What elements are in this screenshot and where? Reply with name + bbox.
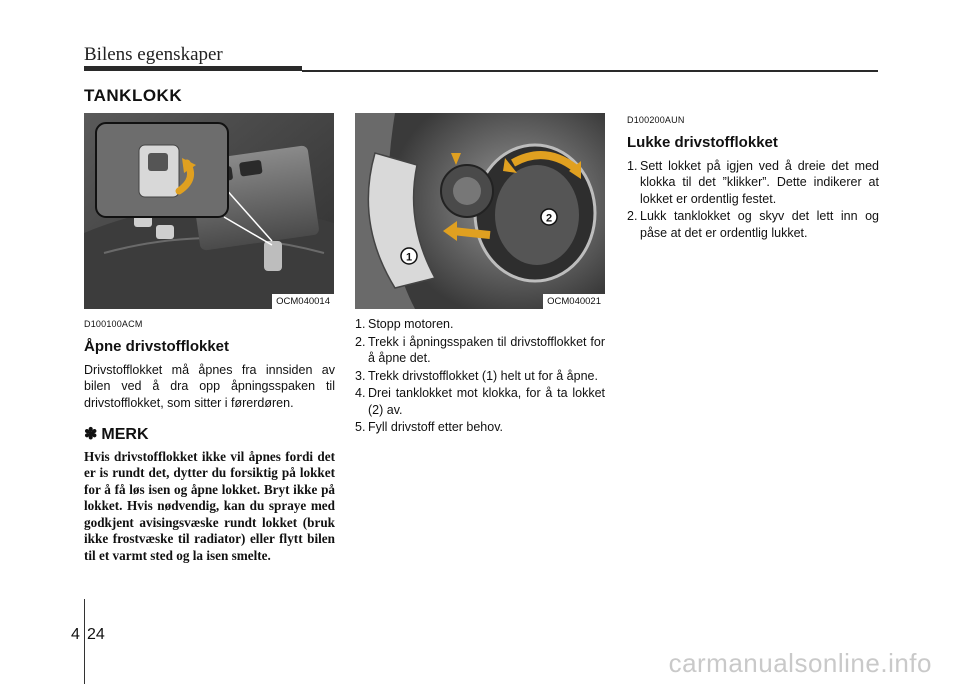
figure-code: OCM040021 [543, 294, 605, 309]
list-item: 5. Fyll drivstoff etter behov. [355, 420, 504, 434]
column-mid [355, 316, 605, 437]
list-item: 1. Stopp motoren. [355, 317, 454, 331]
fuel-filler-cap-illustration [355, 113, 605, 309]
figure-code: OCM040014 [272, 294, 334, 309]
header-rule-thick [84, 66, 302, 71]
section-title: TANKLOKK [84, 86, 183, 105]
door-switch-panel-illustration [84, 113, 334, 309]
list-item: 2. Trekk i åpningsspaken til drivstofflokket for å åpne det. [355, 334, 605, 365]
close-steps-list [627, 158, 879, 242]
page-chapter: 4 [71, 626, 80, 643]
page-header-title: Bilens egenskaper [84, 44, 223, 65]
open-heading: Åpne drivstofflokket [84, 337, 230, 355]
list-item: 1. Sett lokket på igjen ved å dreie det med klokka til det ”klikker”. Dette indikerer at lokket er ordentlig festet. [627, 158, 879, 206]
section-code: D100100ACM [84, 319, 143, 329]
list-item: 3. Trekk drivstofflokket (1) helt ut for å åpne. [355, 368, 598, 383]
open-paragraph: Drivstofflokket må åpnes fra innsiden av bilen ved å dra opp åpningsspaken til drivstofflokket, som sitter i førerdøren. [84, 362, 335, 410]
open-steps-list [355, 316, 605, 436]
note-heading-label: MERK [101, 426, 149, 443]
note-symbol-icon: ✽ [84, 426, 98, 443]
list-item: 2. Lukk tanklokket og skyv det lett inn og påse at det er ordentlig lukket. [627, 209, 879, 240]
page-number: 24 [87, 626, 105, 643]
figure-fuel-cap [355, 113, 605, 309]
header-rule-thin [302, 70, 878, 72]
column-right [627, 112, 879, 242]
figure-door-panel [84, 113, 334, 309]
close-heading: Lukke drivstofflokket [627, 133, 778, 151]
section-code: D100200AUN [627, 115, 685, 125]
callout-1: 1 [405, 251, 413, 264]
note-heading [84, 427, 335, 444]
list-item: 4. Drei tanklokket mot klokka, for å ta lokket (2) av. [355, 386, 605, 417]
note-body: Hvis drivstofflokket ikke vil åpnes fordi det er is rundt det, dytter du forsiktig på lokket for å få løs isen og åpne lokket. Bryt ikke på lokket. Hvis nødvendig, kan du spraye med godkjent avisingsvæske rundt lokket (bruk ikke frostvæske til radiator) eller flytt bilen til et varmt sted og la isen smelte. [84, 448, 335, 563]
watermark: carmanualsonline.info [668, 648, 932, 678]
callout-2: 2 [545, 212, 553, 225]
footer-rule [84, 599, 85, 684]
column-left [84, 316, 335, 564]
